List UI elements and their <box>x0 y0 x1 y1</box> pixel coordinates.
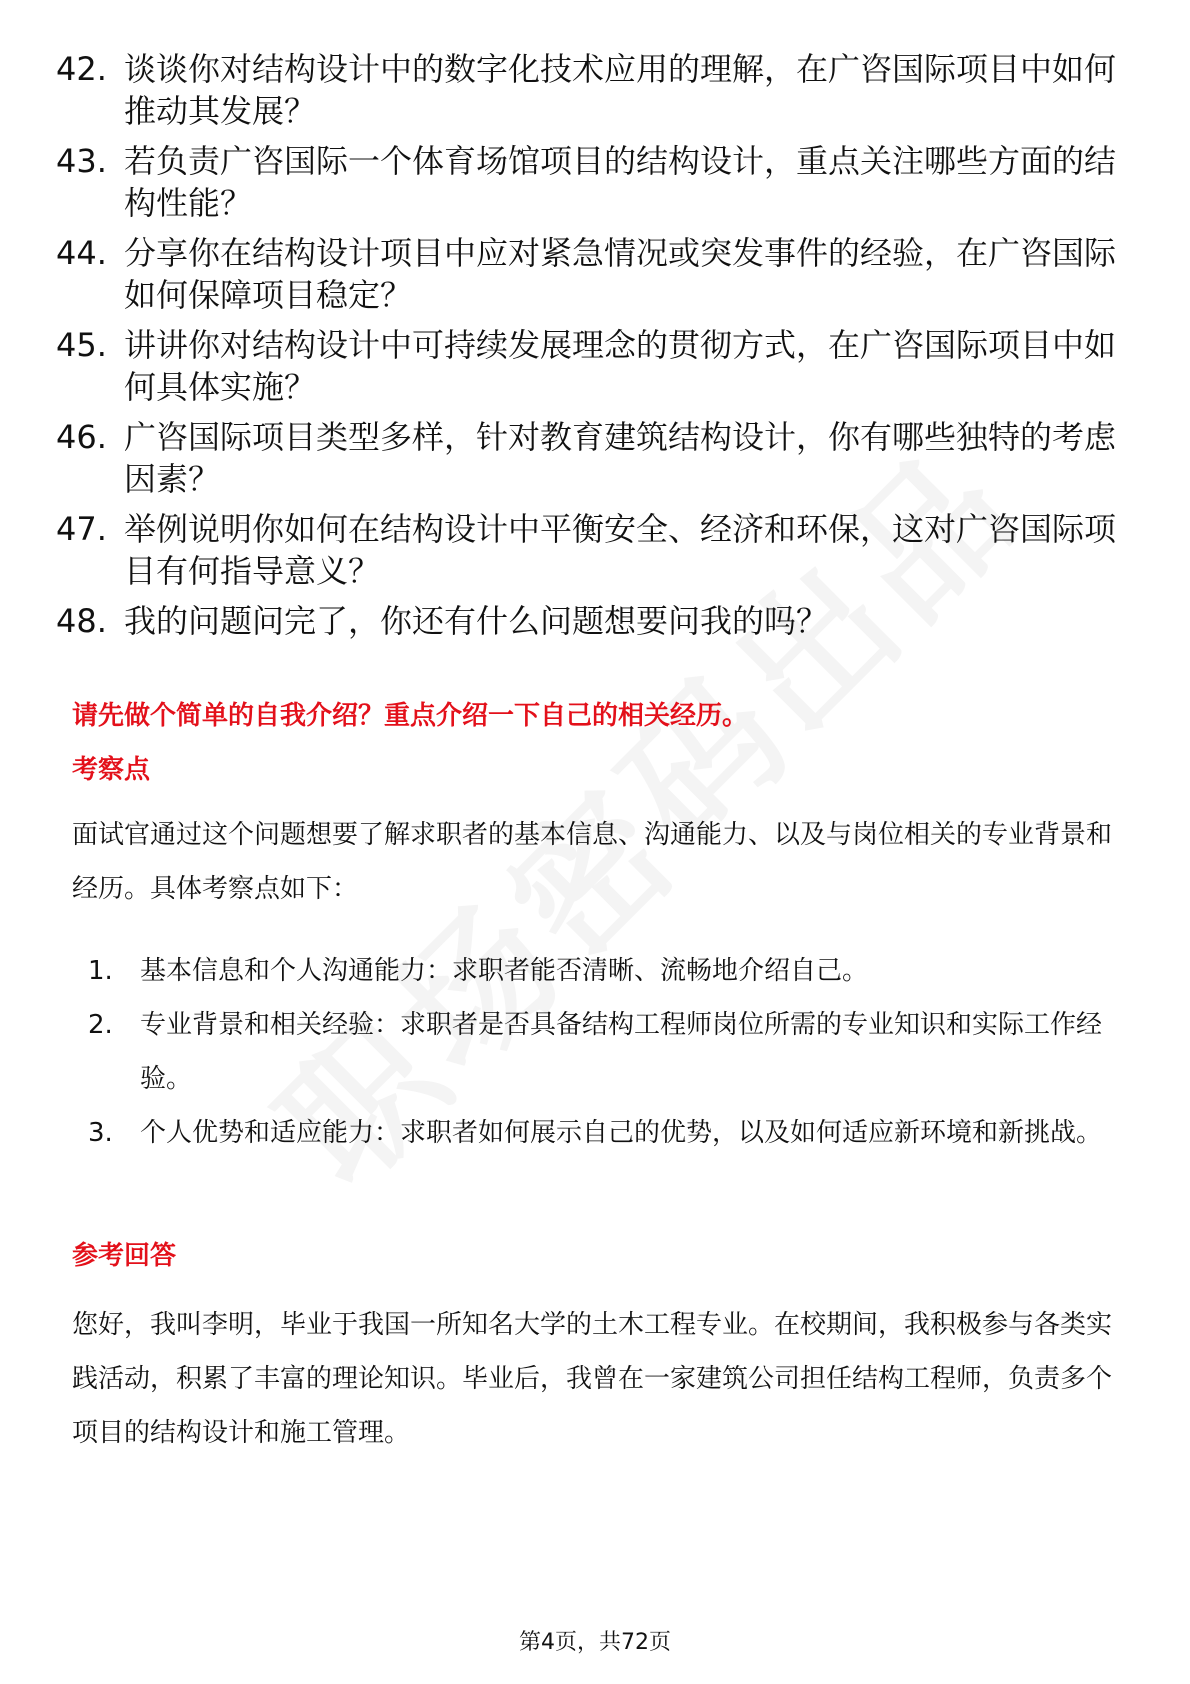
question-list <box>56 48 1136 650</box>
list-item <box>72 1106 1112 1160</box>
focus-section <box>72 750 1112 790</box>
question-number: 43. <box>56 142 107 180</box>
focus-points-list <box>72 944 1112 1160</box>
question-text: 举例说明你如何在结构设计中平衡安全、经济和环保，这对广咨国际项目有何指导意义？ <box>124 510 1117 590</box>
question-text: 谈谈你对结构设计中的数字化技术应用的理解，在广咨国际项目中如何推动其发展？ <box>124 50 1117 130</box>
question-text: 若负责广咨国际一个体育场馆项目的结构设计，重点关注哪些方面的结构性能？ <box>124 142 1117 222</box>
list-item-number: 3. <box>88 1118 113 1148</box>
list-item-number: 2. <box>88 1010 113 1040</box>
answer-section <box>72 1236 1112 1276</box>
question-number: 47. <box>56 510 107 548</box>
list-item-text: 基本信息和个人沟通能力：求职者能否清晰、流畅地介绍自己。 <box>140 956 869 986</box>
answer-heading: 参考回答 <box>72 1241 177 1271</box>
question-number: 48. <box>56 602 107 640</box>
question-number: 42. <box>56 50 107 88</box>
question-item <box>56 600 1136 642</box>
question-number: 45. <box>56 326 107 364</box>
question-text: 广咨国际项目类型多样，针对教育建筑结构设计，你有哪些独特的考虑因素？ <box>124 418 1117 498</box>
focus-heading: 考察点 <box>72 755 151 785</box>
question-item <box>56 416 1136 500</box>
question-number: 46. <box>56 418 107 456</box>
self-intro-question <box>72 696 1112 736</box>
question-item <box>56 508 1136 592</box>
question-item <box>56 232 1136 316</box>
self-intro-question-heading: 请先做个简单的自我介绍？重点介绍一下自己的相关经历。 <box>72 701 749 731</box>
question-text: 我的问题问完了，你还有什么问题想要问我的吗？ <box>124 602 829 640</box>
question-number: 44. <box>56 234 107 272</box>
list-item <box>72 944 1112 998</box>
question-item <box>56 48 1136 132</box>
question-text: 分享你在结构设计项目中应对紧急情况或突发事件的经验，在广咨国际如何保障项目稳定？ <box>124 234 1117 314</box>
question-text: 讲讲你对结构设计中可持续发展理念的贯彻方式，在广咨国际项目中如何具体实施？ <box>124 326 1117 406</box>
focus-body <box>72 808 1112 916</box>
list-item <box>72 998 1112 1106</box>
answer-body <box>72 1298 1112 1460</box>
focus-intro-text: 面试官通过这个问题想要了解求职者的基本信息、沟通能力、以及与岗位相关的专业背景和经历。具体考察点如下： <box>72 820 1113 904</box>
page-number-footer: 第4页，共72页 <box>519 1630 671 1655</box>
list-item-text: 专业背景和相关经验：求职者是否具备结构工程师岗位所需的专业知识和实际工作经验。 <box>140 1010 1103 1094</box>
list-item-number: 1. <box>88 956 113 986</box>
list-item-text: 个人优势和适应能力：求职者如何展示自己的优势，以及如何适应新环境和新挑战。 <box>140 1118 1103 1148</box>
answer-text: 您好，我叫李明，毕业于我国一所知名大学的土木工程专业。在校期间，我积极参与各类实践活动，积累了丰富的理论知识。毕业后，我曾在一家建筑公司担任结构工程师，负责多个项目的结构设计和施工管理。 <box>72 1310 1113 1448</box>
question-item <box>56 324 1136 408</box>
question-item <box>56 140 1136 224</box>
